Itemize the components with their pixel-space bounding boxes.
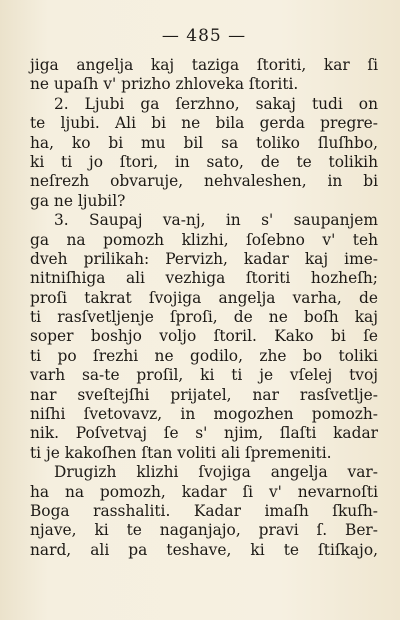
text-line: soper boshjo voljo ſtoril. Kako bi ſe — [30, 327, 378, 346]
text-line: ti je kakoſhen ſtan voliti ali ſpremeniti. — [30, 443, 332, 462]
page-body — [30, 56, 378, 560]
text-line: ne upaſh v' prizho zhloveka ſtoriti. — [30, 75, 299, 94]
text-line: nard, ali pa teshave, ki te ſtiſkajo, — [30, 540, 378, 559]
text-line: ha, ko bi mu bil sa toliko ſluſhbo, — [30, 133, 378, 152]
text-line: ti rasſvetljenje ſproſi, de ne boſh kaj — [30, 308, 378, 327]
text-line: Drugizh klizhi ſvojiga angelja var- — [54, 463, 378, 482]
text-line: niſhi ſvetovavz, in mogozhen pomozh- — [30, 405, 378, 424]
text-line: nitniſhiga ali vezhiga ſtoriti hozheſh; — [30, 269, 378, 288]
text-line: jiga angelja kaj taziga ſtoriti, kar ſi — [30, 56, 378, 74]
text-line: neſrezh obvaruje, nehvaleshen, in bi — [30, 172, 378, 191]
text-line: proſi takrat ſvojiga angelja varha, de — [30, 288, 378, 307]
text-line: 3. Saupaj va-nj, in s' saupanjem — [54, 211, 378, 230]
text-line: nar sveſtejſhi prijatel, nar rasſvetlje- — [30, 385, 378, 404]
text-line: ga na pomozh klizhi, ſoſebno v' teh — [30, 230, 378, 249]
text-line: varh sa-te proſil, ki ti je vſelej tvoj — [30, 366, 378, 385]
text-line: ha na pomozh, kadar ſi v' nevarnoſti — [30, 482, 378, 501]
text-line: njave, ki te naganjajo, pravi ſ. Ber- — [30, 521, 378, 540]
text-line: ga ne ljubil? — [30, 191, 126, 210]
page-number: — 485 — — [161, 26, 247, 46]
text-line: ti po ſrezhi ne godilo, zhe bo toliki — [30, 346, 378, 365]
text-line: te ljubi. Ali bi ne bila gerda pregre- — [30, 114, 378, 133]
text-line: nik. Poſvetvaj ſe s' njim, ſlaſti kadar — [30, 424, 378, 443]
text-line: dveh prilikah: Pervizh, kadar kaj ime- — [30, 249, 378, 268]
text-line: Boga rasshaliti. Kadar imaſh ſkuſh- — [30, 501, 378, 520]
text-line: 2. Ljubi ga ſerzhno, sakaj tudi on — [54, 94, 378, 113]
text-line: ki ti jo ſtori, in sato, de te tolikih — [30, 152, 378, 171]
